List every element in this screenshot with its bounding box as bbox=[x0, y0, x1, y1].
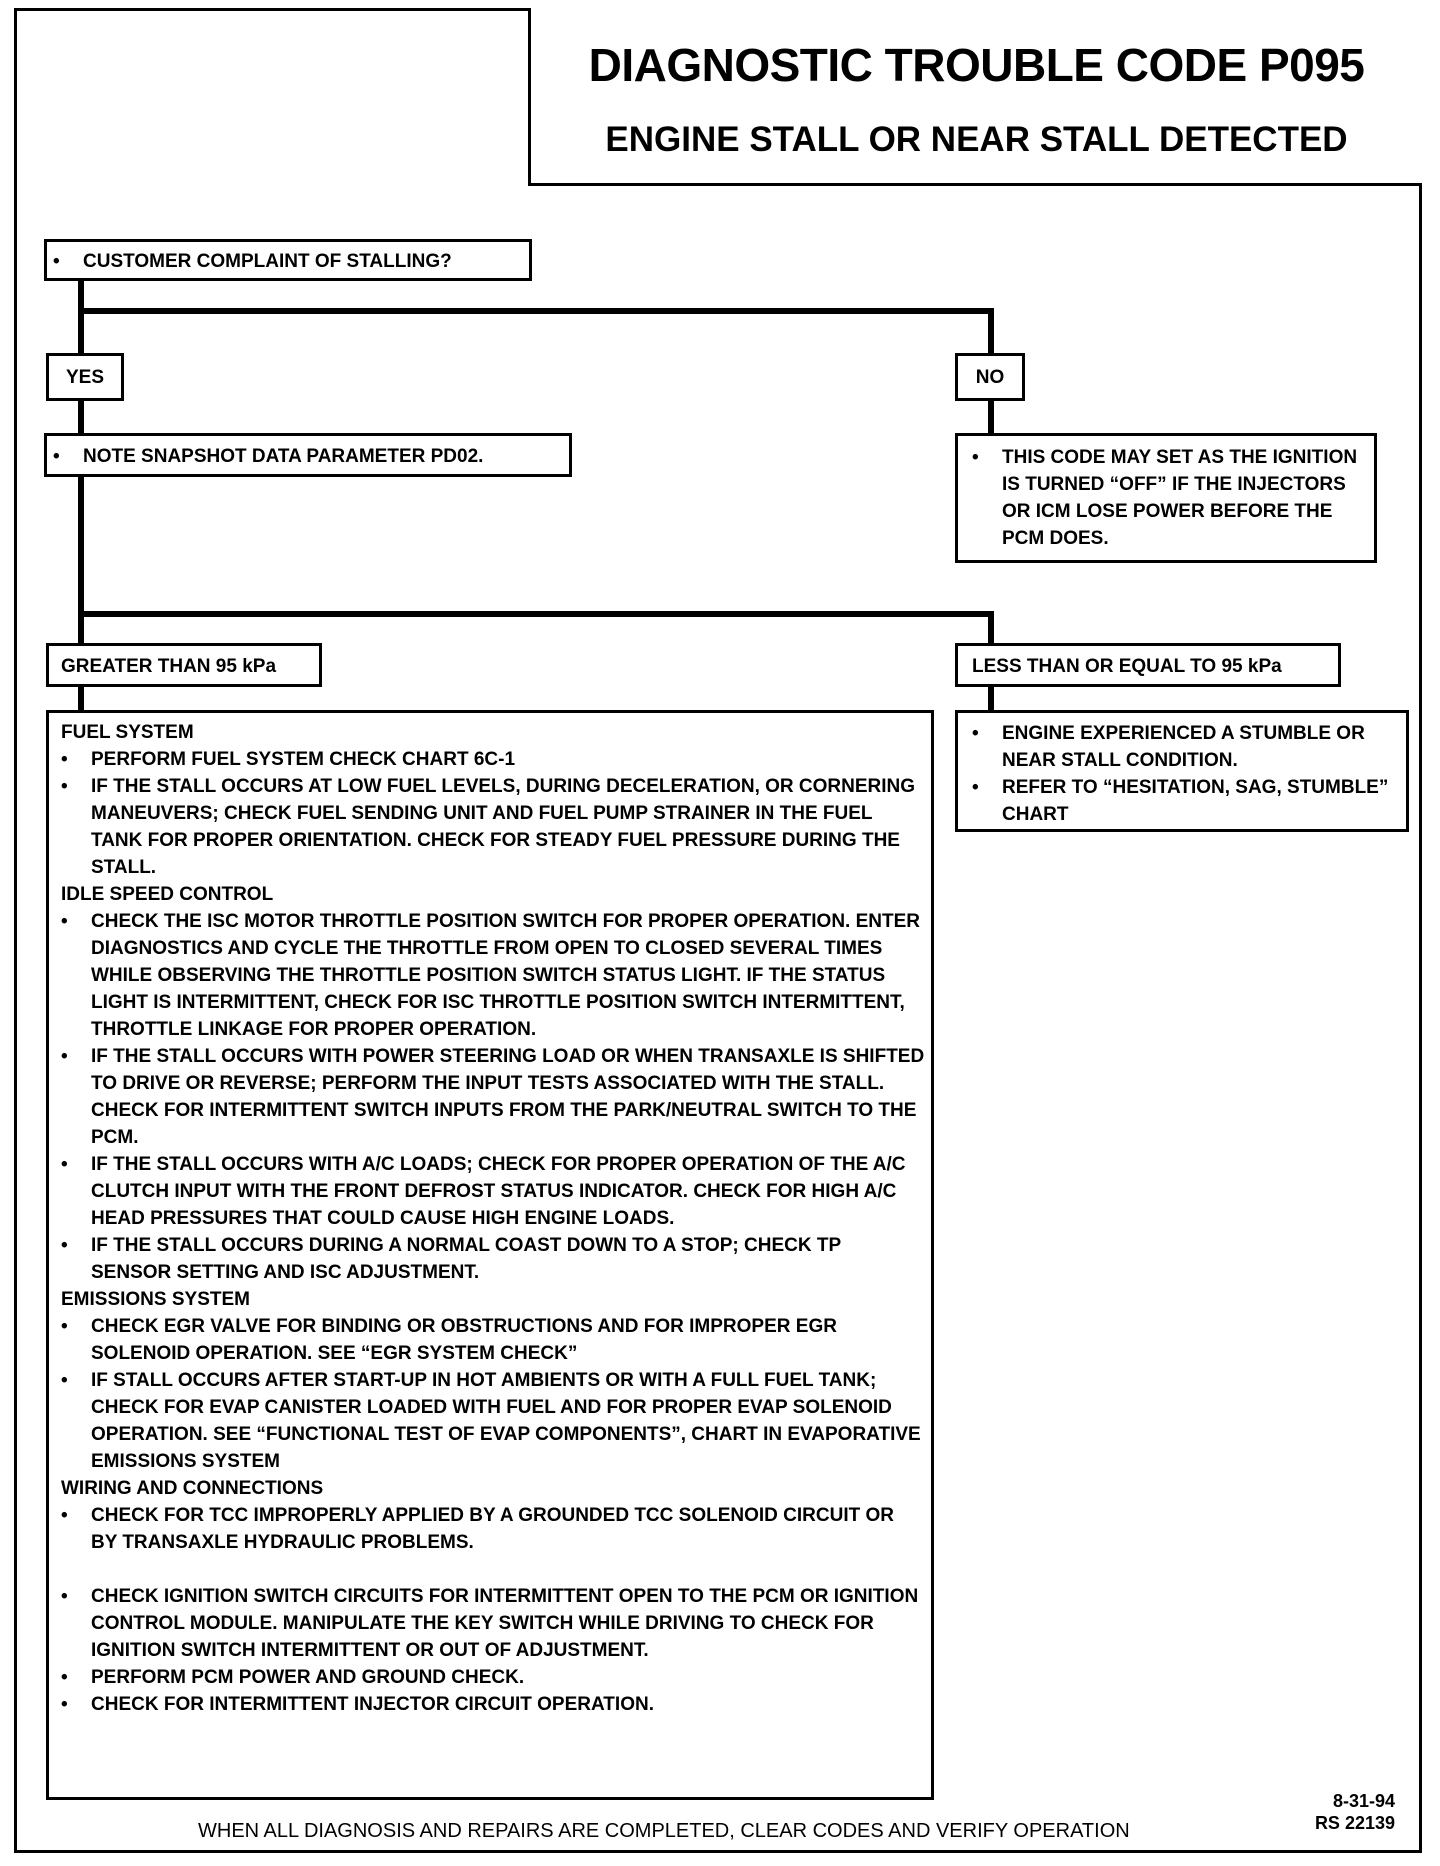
bullet-icon: • bbox=[61, 1154, 68, 1175]
list-item: CHECK IGNITION SWITCH CIRCUITS FOR INTERMITTENT OPEN TO THE PCM OR IGNITION CONTROL MODULE. MANIPULATE THE KEY SWITCH WHILE DRIVING TO CHECK FOR IGNITION SWITCH INTERMITTENT OR OUT OF ADJUSTMENT. bbox=[91, 1586, 919, 1661]
page-title: DIAGNOSTIC TROUBLE CODE P095 bbox=[588, 39, 1365, 91]
connector-no-to-result bbox=[988, 399, 994, 435]
bullet-icon: • bbox=[61, 1046, 68, 1067]
connector-less-to-list bbox=[988, 685, 994, 712]
bullet-icon: • bbox=[972, 777, 979, 798]
greater-than-box bbox=[46, 643, 322, 687]
yes-step-box bbox=[44, 433, 572, 477]
bullet-icon: • bbox=[53, 251, 60, 272]
connector-yes-to-step bbox=[78, 399, 84, 435]
bullet-icon: • bbox=[972, 447, 979, 468]
greater-than-label: GREATER THAN 95 kPa bbox=[61, 656, 277, 677]
bullet-icon: • bbox=[61, 776, 68, 797]
connector-step-down bbox=[78, 475, 84, 645]
list-item: PERFORM FUEL SYSTEM CHECK CHART 6C-1 bbox=[91, 749, 516, 770]
connector-to-no bbox=[988, 308, 994, 355]
section-heading: WIRING AND CONNECTIONS bbox=[61, 1478, 324, 1499]
page-subtitle: ENGINE STALL OR NEAR STALL DETECTED bbox=[605, 120, 1348, 159]
bullet-icon: • bbox=[61, 1505, 68, 1526]
bullet-icon: • bbox=[61, 1667, 68, 1688]
bullet-icon: • bbox=[61, 1235, 68, 1256]
yes-step-text: NOTE SNAPSHOT DATA PARAMETER PD02. bbox=[83, 446, 484, 467]
connector-greater-to-list bbox=[78, 685, 84, 712]
yes-box bbox=[46, 353, 124, 401]
no-box bbox=[955, 353, 1025, 401]
bullet-icon: • bbox=[61, 749, 68, 770]
bullet-icon: • bbox=[972, 723, 979, 744]
list-item: IF THE STALL OCCURS DURING A NORMAL COAST DOWN TO A STOP; CHECK TP SENSOR SETTING AND ISC ADJUSTMENT. bbox=[91, 1235, 841, 1283]
bullet-icon: • bbox=[61, 1316, 68, 1337]
no-result-text: THIS CODE MAY SET AS THE IGNITION IS TURNED “OFF” IF THE INJECTORS OR ICM LOSE POWER BEFORE THE PCM DOES. bbox=[1002, 447, 1358, 549]
section-heading: FUEL SYSTEM bbox=[61, 722, 194, 743]
less-equal-label: LESS THAN OR EQUAL TO 95 kPa bbox=[972, 656, 1282, 677]
bullet-icon: • bbox=[53, 446, 60, 467]
greater-result-box bbox=[46, 710, 934, 1800]
bullet-icon: • bbox=[61, 1370, 68, 1391]
less-equal-box bbox=[955, 643, 1341, 687]
list-item: CHECK EGR VALVE FOR BINDING OR OBSTRUCTIONS AND FOR IMPROPER EGR SOLENOID OPERATION. SEE “EGR SYSTEM CHECK” bbox=[91, 1316, 837, 1364]
list-item: IF THE STALL OCCURS WITH A/C LOADS; CHECK FOR PROPER OPERATION OF THE A/C CLUTCH INPUT WITH THE FRONT DEFROST STATUS INDICATOR. CHECK FOR HIGH A/C HEAD PRESSURES THAT COULD CAUSE HIGH ENGINE LOADS. bbox=[91, 1154, 906, 1229]
document-date: 8-31-94 bbox=[1332, 1791, 1395, 1811]
no-result-box bbox=[955, 433, 1377, 563]
list-item: IF THE STALL OCCURS AT LOW FUEL LEVELS, DURING DECELERATION, OR CORNERING MANEUVERS; CHECK FUEL SENDING UNIT AND FUEL PUMP STRAINER IN THE FUEL TANK FOR PROPER ORIENTATION. CHECK FOR STEADY FUEL PRESSURE DURING THE STALL. bbox=[91, 776, 916, 878]
list-item: IF STALL OCCURS AFTER START-UP IN HOT AMBIENTS OR WITH A FULL FUEL TANK; CHECK FOR EVAP CANISTER LOADED WITH FUEL AND FOR PROPER EVAP SOLENOID OPERATION. SEE “FUNCTIONAL TEST OF EVAP COMPONENTS”, CHART IN EVAPORATIVE EMISSIONS SYSTEM bbox=[91, 1370, 921, 1472]
list-item: IF THE STALL OCCURS WITH POWER STEERING LOAD OR WHEN TRANSAXLE IS SHIFTED TO DRIVE OR REVERSE; PERFORM THE INPUT TESTS ASSOCIATED WITH THE STALL. CHECK FOR INTERMITTENT SWITCH INPUTS FROM THE PARK/NEUTRAL SWITCH TO THE PCM. bbox=[91, 1046, 925, 1148]
list-item: REFER TO “HESITATION, SAG, STUMBLE” CHART bbox=[1002, 777, 1389, 825]
document-number: RS 22139 bbox=[1314, 1813, 1395, 1833]
bullet-icon: • bbox=[61, 1586, 68, 1607]
connector-mid-horizontal bbox=[78, 611, 994, 617]
list-item: CHECK FOR TCC IMPROPERLY APPLIED BY A GROUNDED TCC SOLENOID CIRCUIT OR BY TRANSAXLE HYDRAULIC PROBLEMS. bbox=[91, 1505, 894, 1553]
section-heading: IDLE SPEED CONTROL bbox=[61, 884, 274, 905]
title-block bbox=[528, 8, 1422, 186]
footer-note: WHEN ALL DIAGNOSIS AND REPAIRS ARE COMPLETED, CLEAR CODES AND VERIFY OPERATION bbox=[198, 1820, 1130, 1842]
list-item: CHECK FOR INTERMITTENT INJECTOR CIRCUIT OPERATION. bbox=[91, 1694, 654, 1715]
list-item: PERFORM PCM POWER AND GROUND CHECK. bbox=[91, 1667, 525, 1688]
yes-label: YES bbox=[65, 367, 105, 388]
spacer bbox=[55, 1556, 925, 1583]
bullet-icon: • bbox=[61, 1694, 68, 1715]
list-item: CHECK THE ISC MOTOR THROTTLE POSITION SWITCH FOR PROPER OPERATION. ENTER DIAGNOSTICS AND CYCLE THE THROTTLE FROM OPEN TO CLOSED SEVERAL TIMES WHILE OBSERVING THE THROTTLE POSITION SWITCH STATUS LIGHT. IF THE STATUS LIGHT IS INTERMITTENT, CHECK FOR ISC THROTTLE POSITION SWITCH INTERMITTENT, THROTTLE LINKAGE FOR PROPER OPERATION. bbox=[91, 911, 920, 1040]
connector-top-horizontal bbox=[78, 308, 994, 314]
less-result-box bbox=[955, 710, 1409, 832]
no-label: NO bbox=[975, 367, 1005, 388]
list-item: ENGINE EXPERIENCED A STUMBLE OR NEAR STALL CONDITION. bbox=[1002, 723, 1365, 771]
section-heading: EMISSIONS SYSTEM bbox=[61, 1289, 250, 1310]
question-text: CUSTOMER COMPLAINT OF STALLING? bbox=[83, 251, 452, 272]
connector-to-less bbox=[988, 611, 994, 645]
bullet-icon: • bbox=[61, 911, 68, 932]
document-code bbox=[1295, 1790, 1395, 1834]
connector-question-down bbox=[78, 279, 84, 355]
question-box bbox=[44, 239, 532, 281]
